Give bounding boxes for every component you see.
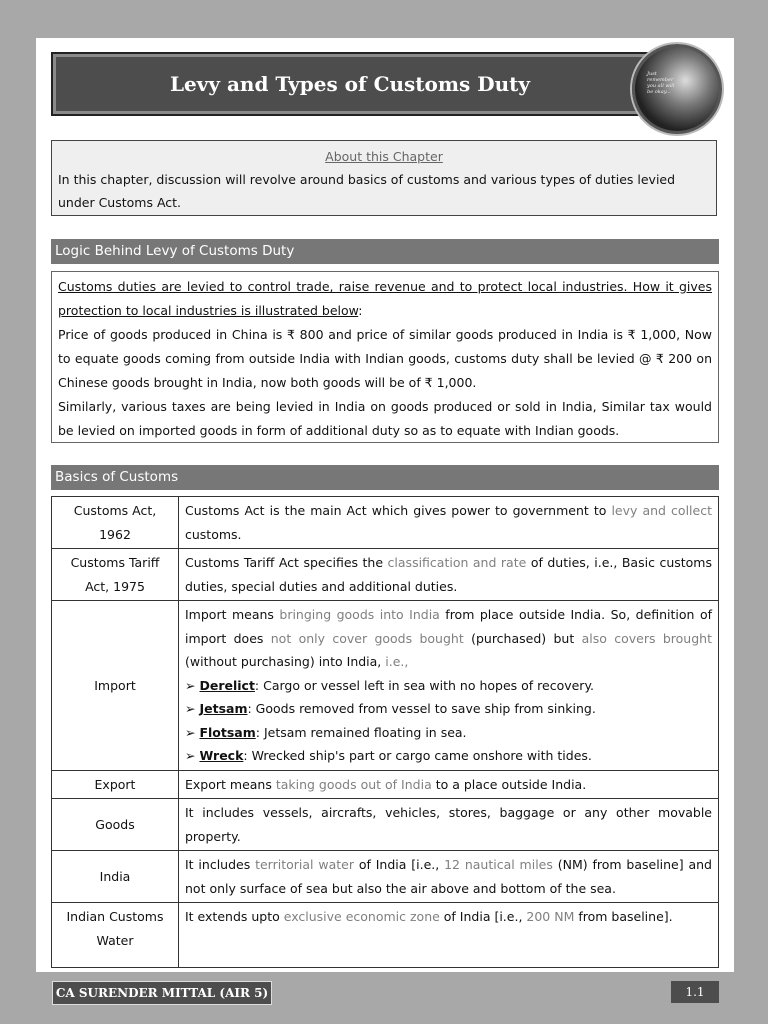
about-heading: About this Chapter [325,149,443,164]
definition-cell: Import means bringing goods into India from place outside India. So, definition of import does not only cover goods bought (purchased) but also covers brought (without purchasing) into India, i.e., ➢ Derelict: Cargo or vessel left in sea with no hopes of recovery. ➢ Jetsam: Goods removed from vessel to save ship from sinking. ➢ Flotsam: Jetsam remained floating in sea. ➢ Wreck: Wrecked ship's part or cargo came onshore with tides. [179,601,719,771]
term-cell: Goods [52,799,179,851]
list-item: ➢ Jetsam: Goods removed from vessel to save ship from sinking. [185,701,596,716]
definition-cell: It includes vessels, aircrafts, vehicles, stores, baggage or any other movable property. [179,799,719,851]
definition-cell: It extends upto exclusive economic zone of India [i.e., 200 NM from baseline]. [179,903,719,968]
term-cell: India [52,851,179,903]
definition-cell: Customs Tariff Act specifies the classification and rate of duties, i.e., Basic customs duties, special duties and additional duties. [179,549,719,601]
table-row [52,799,719,851]
about-text: In this chapter, discussion will revolve around basics of customs and various types of duties levied under Customs Act. [58,172,676,210]
list-item: ➢ Flotsam: Jetsam remained floating in sea. [185,724,467,740]
table-row [52,601,719,771]
logic-paragraph-2: Similarly, various taxes are being levied in India on goods produced or sold in India, Similar tax would be levied on imported goods in form of additional duty so as to equate with Indian goods. [58,399,712,438]
table-row [52,549,719,601]
table-row [52,497,719,549]
table-row [52,851,719,903]
basics-table [51,496,719,968]
list-item: ➢ Wreck: Wrecked ship's part or cargo came onshore with tides. [185,748,592,763]
logic-box [51,271,719,443]
definition-cell: Export means taking goods out of India to a place outside India. [179,770,719,799]
arrow-bullet-icon: ➢ [185,724,196,740]
logic-paragraph-1: Price of goods produced in China is ₹ 800 and price of similar goods produced in India is ₹ 1,000, Now to equate goods coming from outside India with Indian goods, customs duty shall be levied @ ₹ 200 on Chinese goods brought in India, now both goods will be of ₹ 1,000. [58,327,712,390]
arrow-bullet-icon: ➢ [185,701,196,716]
term-cell: Customs Tariff Act, 1975 [52,549,179,601]
table-row [52,770,719,799]
term-cell: Indian Customs Water [52,903,179,968]
section-heading-basics: Basics of Customs [51,465,719,490]
list-item: ➢ Derelict: Cargo or vessel left in sea with no hopes of recovery. [185,677,595,693]
chapter-title-banner [51,52,649,116]
definition-cell: It includes territorial water of India [i.e., 12 nautical miles (NM) from baseline] and not only surface of sea but also the air above and bottom of the sea. [179,851,719,903]
arrow-bullet-icon: ➢ [185,677,196,693]
arrow-bullet-icon: ➢ [185,748,196,763]
portrait-caption: Just remember you all will be okay... [647,71,675,95]
page-number: 1.1 [671,981,719,1003]
term-cell: Customs Act, 1962 [52,497,179,549]
section-heading-logic: Logic Behind Levy of Customs Duty [51,239,719,264]
author-portrait-image [632,44,722,134]
definition-cell: Customs Act is the main Act which gives power to government to levy and collect customs. [179,497,719,549]
footer-author-badge: CA SURENDER MITTAL (AIR 5) [52,981,272,1005]
page [36,38,734,972]
chapter-title: Levy and Types of Customs Duty [169,72,530,96]
table-row [52,903,719,968]
term-cell: Import [52,601,179,771]
term-cell: Export [52,770,179,799]
about-chapter-box [51,140,717,216]
logic-intro: Customs duties are levied to control trade, raise revenue and to protect local industries. How it gives protection to local industries is illustrated below: [58,279,712,318]
